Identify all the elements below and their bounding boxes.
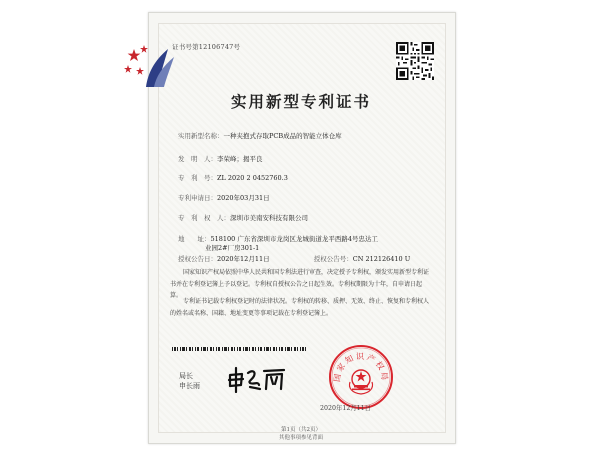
inventor-label: 发 明 人： — [178, 155, 217, 163]
utility-model-name-value: 一种夹抱式存取PCB成品的智能立体仓库 — [223, 132, 342, 140]
seal-date: 2020年12月11日 — [320, 405, 371, 412]
barcode-icon — [172, 347, 307, 351]
cnipa-emblem-icon — [124, 43, 184, 89]
address-row-continued — [205, 243, 259, 252]
grant-date-value: 2020年12月11日 — [217, 255, 270, 263]
signatory-title: 局长 — [179, 372, 193, 380]
inventor-value: 李荣峰；揭平良 — [217, 155, 263, 163]
footer-note: 其他事项参见背面 — [278, 435, 323, 441]
patentee-row — [178, 213, 308, 222]
announcement-number-value: CN 212126410 U — [352, 255, 411, 263]
signatory-name: 申长雨 — [179, 382, 200, 390]
address-label: 地 址： — [178, 235, 211, 243]
address-value-line2: 业园2#厂房301-1 — [205, 244, 260, 252]
page-footer — [148, 425, 454, 441]
filing-date-label: 专利申请日： — [178, 194, 217, 202]
utility-model-name-label: 实用新型名称： — [178, 132, 224, 140]
svg-text:国家知识产权局: 国家知识产权局 — [332, 352, 390, 383]
grant-date-row — [178, 254, 410, 263]
patentee-label: 专 利 权 人： — [178, 214, 230, 222]
certificate-number: 证书号第12106747号 — [172, 43, 241, 51]
filing-date-value: 2020年03月31日 — [217, 194, 270, 202]
utility-model-name-row — [178, 131, 342, 140]
signature-icon — [226, 365, 288, 393]
grant-date-label: 授权公告日： — [178, 255, 217, 263]
patentee-value: 深圳市美南安科技有限公司 — [230, 214, 308, 222]
announcement-number-label: 授权公告号： — [313, 255, 353, 263]
patent-number-value: ZL 2020 2 0452760.3 — [217, 174, 288, 182]
page-number: 第1页（共2页） — [281, 427, 321, 433]
patent-number-row — [178, 173, 288, 182]
qr-code-icon — [396, 42, 434, 80]
filing-date-row — [178, 193, 270, 202]
grant-statement-paragraph: 国家知识产权局依照中华人民共和国专利法进行审查，决定授予专利权，颁发实用新型专利证书并在专利登记簿上予以登记。专利权自授权公告之日起生效。专利权期限为十年，自申请日起算。 — [170, 269, 430, 300]
official-seal-icon — [328, 344, 394, 410]
inventor-row — [178, 154, 263, 163]
legal-status-paragraph: 专利证书记载专利权登记时的法律状况。专利权的转移、质押、无效、终止、恢复和专利权人的姓名或名称、国籍、地址变更等事项记载在专利登记簿上。 — [170, 298, 430, 317]
patent-number-label: 专 利 号： — [178, 174, 217, 182]
address-value-line1: 518100 广东省深圳市龙岗区龙城街道龙平西路4号忠达工 — [210, 235, 379, 243]
certificate-border — [158, 23, 446, 433]
certificate-title: 实用新型专利证书 — [230, 92, 371, 111]
address-row — [178, 234, 378, 243]
